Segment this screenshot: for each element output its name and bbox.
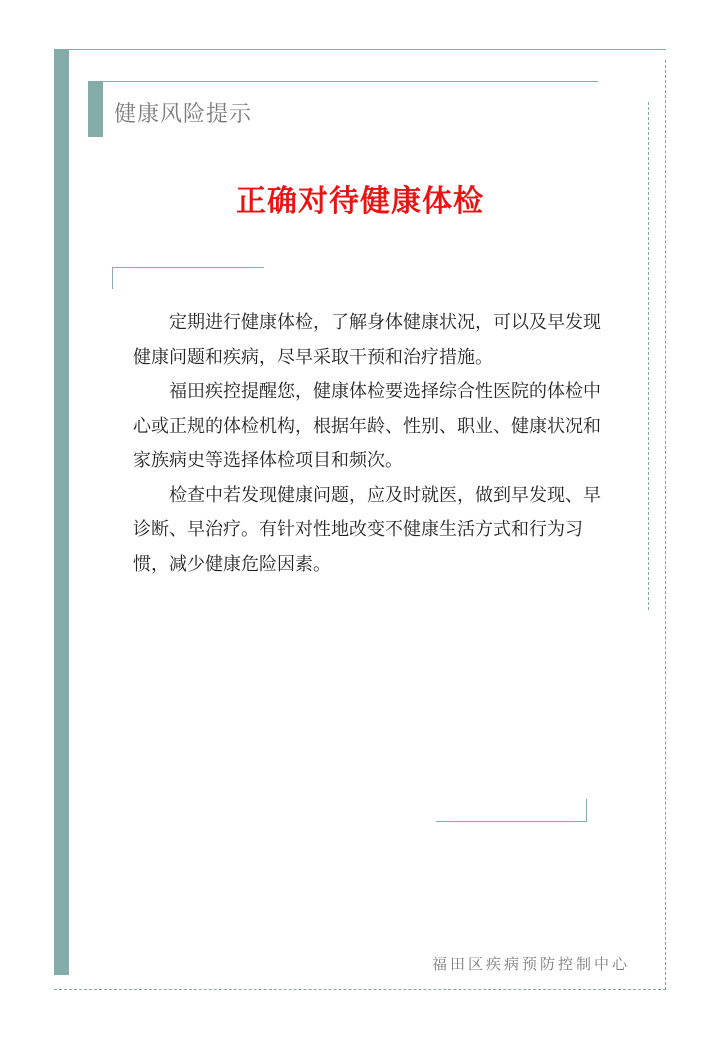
paragraph-1: 定期进行健康体检，了解身体健康状况，可以及早发现健康问题和疾病，尽早采取干预和治疗措施。 [133, 312, 601, 368]
top-border-line [69, 49, 666, 50]
page-title: 正确对待健康体检 [236, 184, 484, 219]
bottom-dashed-border [54, 989, 666, 990]
paragraph-3: 检查中若发现健康问题，应及时就医，做到早发现、早诊断、早治疗。有针对性地改变不健康生活方式和行为习惯，减少健康危险因素。 [133, 484, 601, 575]
section-header: 健康风险提示 [114, 102, 253, 127]
corner-bracket-bottom-horizontal [436, 821, 586, 822]
corner-bracket-top-horizontal [112, 267, 264, 268]
corner-bracket-bottom-vertical [586, 799, 587, 822]
header-rule [103, 81, 598, 82]
header-accent-block [88, 81, 103, 137]
body-content [133, 306, 603, 582]
footer-organization: 福田区疾病预防控制中心 [432, 955, 631, 973]
corner-bracket-top-vertical [112, 267, 113, 289]
paragraph-2: 福田疾控提醒您，健康体检要选择综合性医院的体检中心或正规的体检机构，根据年龄、性别、职业、健康状况和家族病史等选择体检项目和频次。 [133, 381, 601, 471]
